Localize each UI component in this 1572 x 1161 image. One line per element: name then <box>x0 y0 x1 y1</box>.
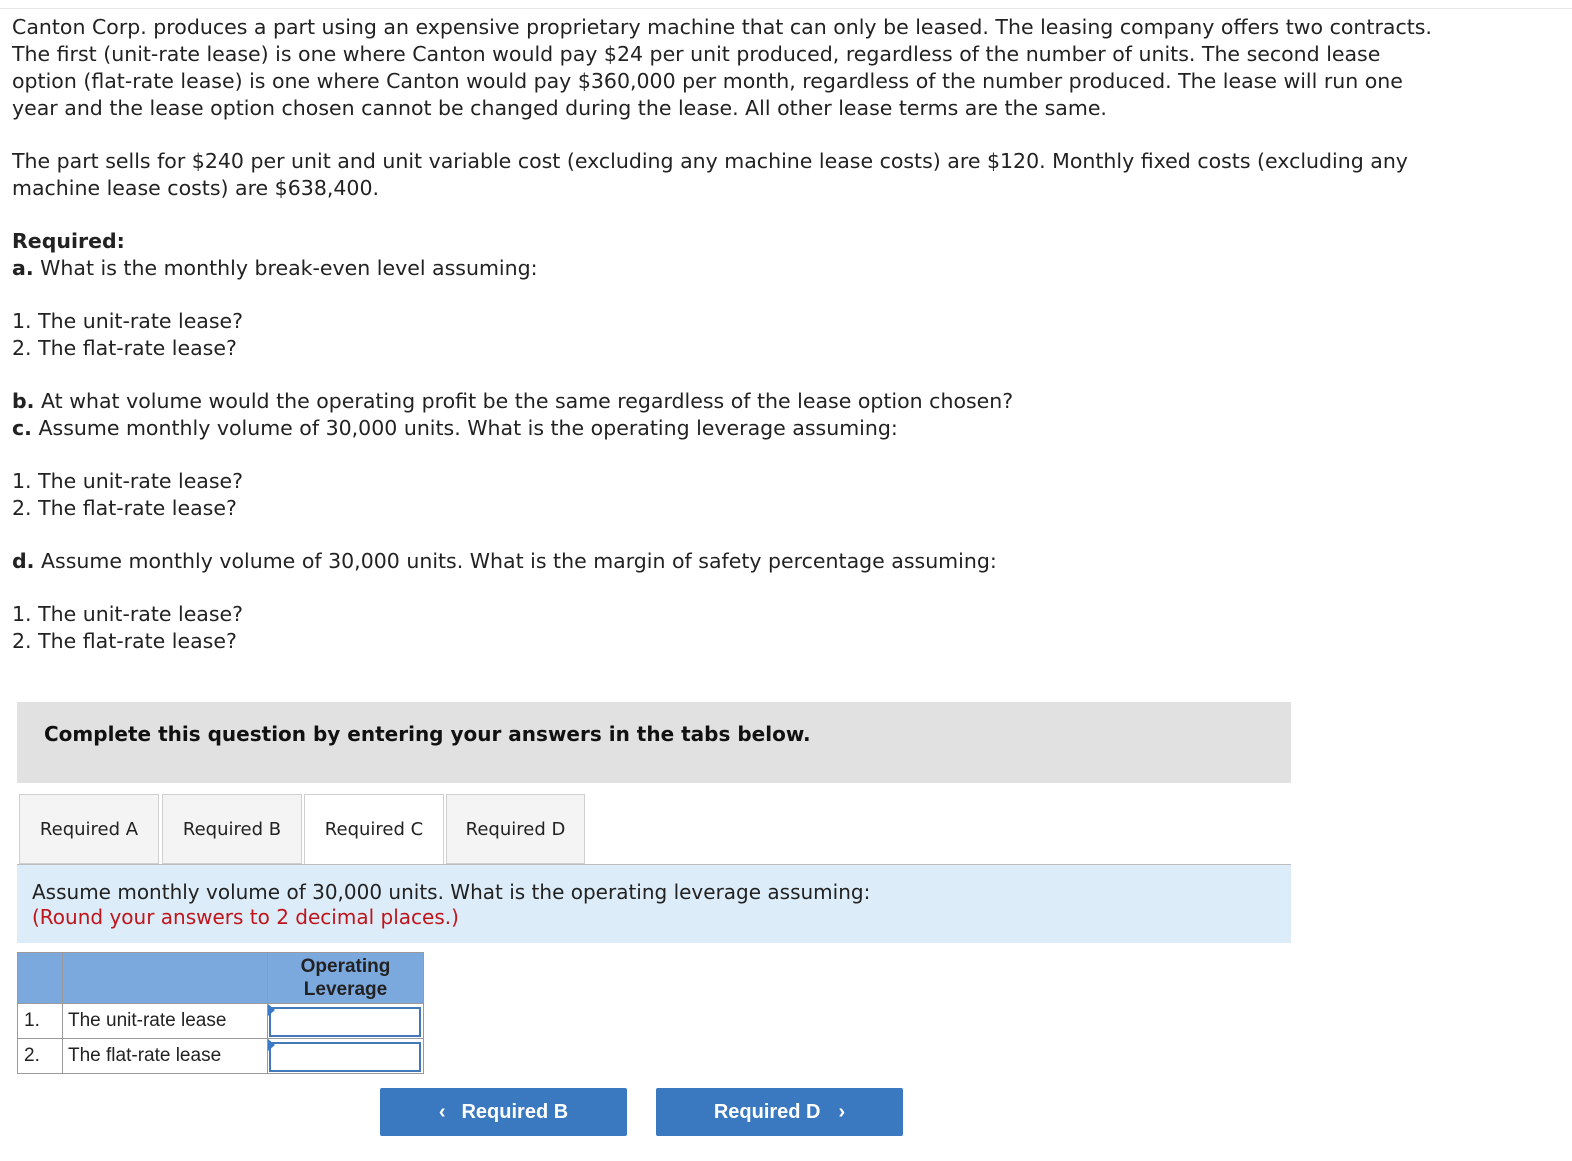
next-required-d-button[interactable] <box>656 1088 903 1136</box>
question-d <box>12 548 1432 575</box>
row-number: 2. <box>18 1039 63 1074</box>
row-label: The unit-rate lease <box>63 1004 268 1039</box>
tab-required-c[interactable]: Required C <box>304 794 444 865</box>
question-d-item-2: 2. The flat-rate lease? <box>12 629 237 653</box>
input-marker-icon <box>268 1004 275 1016</box>
rounding-note: (Round your answers to 2 decimal places.) <box>32 905 459 929</box>
table-row <box>18 1039 424 1074</box>
tab-instruction <box>17 865 1291 943</box>
header-operating-leverage-text: Operating Leverage <box>300 956 391 1000</box>
tab-required-b[interactable]: Required B <box>162 794 302 864</box>
header-num-cell <box>18 953 63 1004</box>
row-number: 1. <box>18 1004 63 1039</box>
answer-table <box>17 952 424 1074</box>
prev-required-b-button[interactable] <box>380 1088 627 1136</box>
flat-rate-leverage-input[interactable] <box>269 1042 421 1072</box>
question-c-label: c. <box>12 416 32 440</box>
answer-cell <box>268 1004 424 1039</box>
problem-paragraph-1: Canton Corp. produces a part using an expensive proprietary machine that can only be leased. The leasing company offers two contracts. The first (unit-rate lease) is one where Canton would pay $24 per unit produced, regardless of the number of units. The second lease option (flat-rate lease) is one where Canton would pay $360,000 per month, regardless of the number produced. The lease will run one year and the lease option chosen cannot be changed during the lease. All other lease terms are the same. <box>12 15 1432 120</box>
question-c-text: Assume monthly volume of 30,000 units. What is the operating leverage assuming: <box>38 416 898 440</box>
row-label: The flat-rate lease <box>63 1039 268 1074</box>
problem-statement <box>12 14 1432 655</box>
problem-paragraph-2: The part sells for $240 per unit and unit variable cost (excluding any machine lease costs) are $120. Monthly fixed costs (excluding any machine lease costs) are $638,400. <box>12 149 1408 200</box>
instruction-text: Assume monthly volume of 30,000 units. What is the operating leverage assuming: <box>32 880 871 904</box>
question-d-label: d. <box>12 549 35 573</box>
instructions-banner: Complete this question by entering your answers in the tabs below. <box>17 702 1291 783</box>
question-a-item-1: 1. The unit-rate lease? <box>12 309 244 333</box>
question-c <box>12 415 1432 442</box>
question-a-label: a. <box>12 256 34 280</box>
next-button-label: Required D <box>713 1100 821 1123</box>
question-d-item-1: 1. The unit-rate lease? <box>12 602 244 626</box>
top-divider <box>0 8 1572 9</box>
unit-rate-leverage-input[interactable] <box>269 1007 421 1037</box>
answer-cell <box>268 1039 424 1074</box>
chevron-left-icon: ‹ <box>438 1100 446 1123</box>
prev-button-label: Required B <box>461 1100 569 1123</box>
table-row <box>18 1004 424 1039</box>
header-label-cell <box>63 953 268 1004</box>
question-b-text: At what volume would the operating profit be the same regardless of the lease option chosen? <box>41 389 1014 413</box>
question-c-item-2: 2. The flat-rate lease? <box>12 496 237 520</box>
tab-required-a[interactable]: Required A <box>19 794 159 864</box>
tab-required-d[interactable]: Required D <box>446 794 585 864</box>
header-operating-leverage <box>268 953 424 1004</box>
required-heading: Required: <box>12 229 125 253</box>
question-b <box>12 388 1432 415</box>
question-a-item-2: 2. The flat-rate lease? <box>12 336 237 360</box>
chevron-right-icon: › <box>838 1100 846 1123</box>
input-marker-icon <box>268 1039 275 1051</box>
question-a-text: What is the monthly break-even level assuming: <box>40 256 538 280</box>
question-c-item-1: 1. The unit-rate lease? <box>12 469 244 493</box>
question-d-text: Assume monthly volume of 30,000 units. What is the margin of safety percentage assuming: <box>41 549 997 573</box>
question-a <box>12 255 1432 282</box>
question-b-label: b. <box>12 389 35 413</box>
answer-table-header <box>18 953 424 1004</box>
